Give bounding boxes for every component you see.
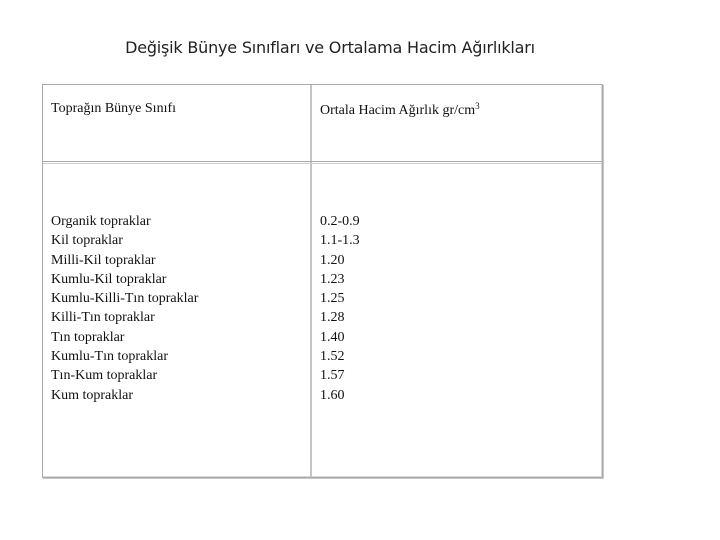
bulk-density-cell: 1.52 xyxy=(320,349,345,365)
texture-class-cell: Milli-Kil topraklar xyxy=(51,252,156,268)
header-bulk-density xyxy=(320,101,480,119)
texture-class-cell: Kumlu-Kil topraklar xyxy=(51,271,167,287)
bulk-density-cell: 1.40 xyxy=(320,329,345,345)
bulk-density-cell: 1.1-1.3 xyxy=(320,233,360,249)
column-divider xyxy=(310,85,312,477)
bulk-density-cell: 1.60 xyxy=(320,387,345,403)
bulk-density-cell: 1.25 xyxy=(320,291,345,307)
header-bulk-density-text: Ortala Hacim Ağırlık gr/cm xyxy=(320,103,476,118)
header-unit-superscript: 3 xyxy=(475,101,480,111)
texture-class-cell: Killi-Tın topraklar xyxy=(51,310,155,326)
bulk-density-cell: 1.57 xyxy=(320,368,345,384)
data-table xyxy=(42,84,603,478)
bulk-density-cell: 0.2-0.9 xyxy=(320,214,360,229)
texture-class-cell: Kil topraklar xyxy=(51,233,123,249)
bulk-density-cell: 1.20 xyxy=(320,252,345,268)
bulk-density-cell: 1.23 xyxy=(320,271,345,287)
texture-class-cell: Organik topraklar xyxy=(51,214,151,229)
texture-class-cell: Kumlu-Tın topraklar xyxy=(51,349,169,365)
texture-class-list xyxy=(51,212,198,405)
document-title: Değişik Bünye Sınıfları ve Ortalama Hacim Ağırlıkları xyxy=(125,38,535,57)
texture-class-cell: Tın topraklar xyxy=(51,329,125,345)
texture-class-cell: Tın-Kum topraklar xyxy=(51,368,158,384)
texture-class-cell: Kum topraklar xyxy=(51,387,134,403)
bulk-density-list xyxy=(320,212,360,405)
header-divider xyxy=(43,161,602,162)
bulk-density-cell: 1.28 xyxy=(320,310,345,326)
header-texture-class: Toprağın Bünye Sınıfı xyxy=(51,101,177,116)
texture-class-cell: Kumlu-Killi-Tın topraklar xyxy=(51,291,199,307)
